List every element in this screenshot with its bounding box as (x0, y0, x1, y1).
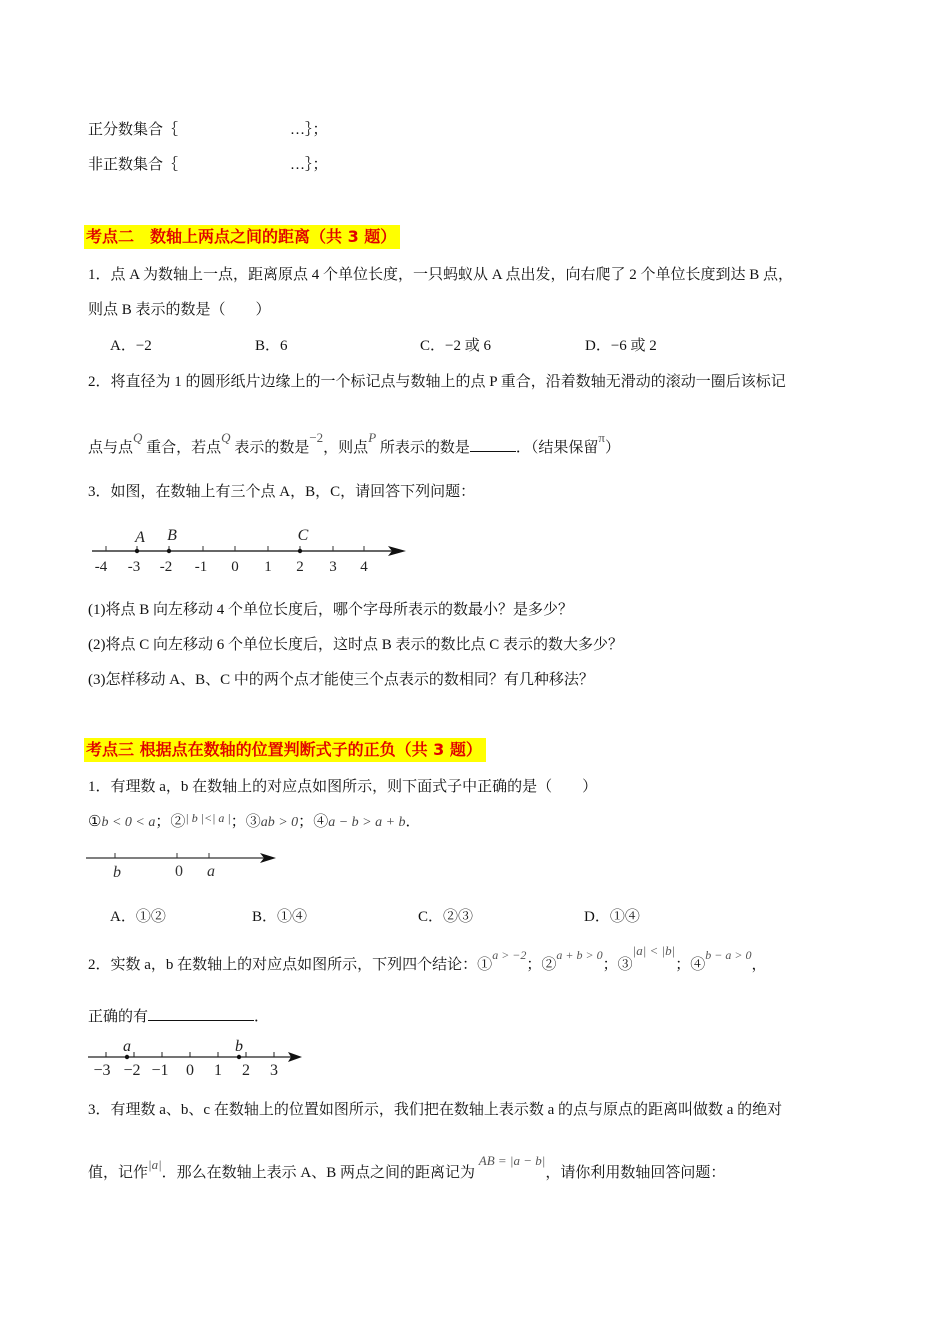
text: 值，记作 (88, 1165, 149, 1181)
expr: | b |<| a | (185, 811, 231, 825)
s2-q3-sub2: (2)将点 C 向左移动 6 个单位长度后，这时点 B 表示的数比点 C 表示的数大多少？ (88, 637, 624, 653)
sep: ； (298, 814, 314, 830)
s2-q1-option-c: C．−2 或 6 (420, 338, 491, 354)
svg-text:3: 3 (329, 559, 337, 575)
text: 正确的有 (88, 1009, 149, 1025)
expr: a > −2 (492, 948, 527, 962)
svg-text:−2: −2 (123, 1062, 141, 1079)
s2-q2-line1: 2．将直径为 1 的圆形纸片边缘上的一个标记点与数轴上的点 P 重合，沿着数轴无滑动的滚动一圈后该标记 (88, 374, 786, 390)
s3-q1-line1: 1．有理数 a，b 在数轴上的对应点如图所示，则下面式子中正确的是（ ） (88, 779, 598, 795)
svg-text:0: 0 (175, 863, 183, 880)
s3-q1-option-c: C．②③ (418, 909, 474, 925)
expr: b − a > 0 (705, 948, 752, 962)
text: 表示的数是 (234, 440, 310, 456)
svg-text:a: a (207, 863, 215, 880)
s2-q1-line1: 1．点 A 为数轴上一点，距离原点 4 个单位长度，一只蚂蚁从 A 点出发，向右爬了 2 个单位长度到达 B 点， (88, 267, 794, 283)
positive-fraction-set (88, 120, 328, 140)
answer-blank[interactable] (148, 1004, 254, 1021)
math-q: Q (133, 430, 143, 445)
s3-q2-line2 (88, 1004, 269, 1027)
text: ，则点 (323, 440, 369, 456)
svg-text:-2: -2 (159, 559, 173, 575)
svg-text:3: 3 (270, 1062, 278, 1079)
s3-q2-line1 (88, 943, 767, 975)
text: ） (605, 440, 621, 456)
s2-q2-line2 (88, 430, 621, 458)
sep: ； (230, 814, 246, 830)
sep: ， (751, 957, 767, 973)
svg-text:b: b (235, 1038, 243, 1055)
svg-text:−3: −3 (93, 1062, 111, 1079)
s2-q3-sub1: (1)将点 B 向左移动 4 个单位长度后，哪个字母所表示的数最小？是多少？ (88, 602, 573, 618)
math-ab-distance: AB = |a − b| (478, 1153, 546, 1168)
text: ．（结果保留 (515, 440, 599, 456)
s3-q1-option-a: A．①② (110, 909, 166, 925)
text: ． (254, 1009, 270, 1025)
math-abs-a: |a| (148, 1157, 162, 1172)
expr: a − b > a + b (328, 815, 406, 830)
math-q: Q (221, 430, 231, 445)
svg-text:−1: −1 (151, 1062, 169, 1079)
svg-text:2: 2 (296, 559, 304, 575)
number-line-ab (84, 848, 284, 884)
svg-text:A: A (135, 529, 145, 546)
s2-q1-option-a: A．−2 (110, 338, 152, 354)
math-p: P (368, 430, 377, 445)
circled-4: ④ (313, 814, 329, 830)
text: ，请你利用数轴回答问题： (545, 1165, 726, 1181)
s3-q1-option-b: B．①④ (252, 909, 308, 925)
svg-text:4: 4 (360, 559, 368, 575)
s2-q3-line1: 3．如图，在数轴上有三个点 A，B，C，请回答下列问题： (88, 484, 476, 500)
svg-text:B: B (167, 527, 177, 544)
svg-text:a: a (123, 1038, 131, 1055)
expr: ab > 0 (260, 815, 299, 830)
svg-text:0: 0 (186, 1062, 194, 1079)
circled-1: ① (88, 814, 102, 830)
svg-text:-1: -1 (194, 559, 208, 575)
expr: a + b > 0 (556, 948, 603, 962)
svg-text:0: 0 (231, 559, 239, 575)
circled-3: ③ (617, 957, 633, 973)
s3-q1-statements (88, 812, 421, 833)
number-line-abc (88, 518, 418, 578)
sep: ； (675, 957, 691, 973)
text: 重合，若点 (146, 440, 222, 456)
s3-q3-line1: 3．有理数 a、b、c 在数轴上的位置如图所示，我们把在数轴上表示数 a 的点与原点的距离叫做数 a 的绝对 (88, 1102, 783, 1118)
answer-blank[interactable] (470, 435, 516, 452)
svg-text:1: 1 (264, 559, 272, 575)
expr: b < 0 < a (101, 815, 156, 830)
math-neg2: −2 (309, 430, 324, 445)
svg-text:-4: -4 (94, 559, 108, 575)
math-pi: π (598, 430, 605, 445)
circled-2: ② (541, 957, 557, 973)
expr: |a| < |b| (632, 943, 676, 958)
circled-1: ① (477, 957, 493, 973)
svg-text:1: 1 (214, 1062, 222, 1079)
svg-text:C: C (297, 527, 309, 544)
s2-q1-option-b: B．6 (255, 338, 288, 354)
section-heading-3: 考点三 根据点在数轴的位置判断式子的正负（共 3 题） (84, 738, 486, 762)
section-heading-2: 考点二 数轴上两点之间的距离（共 3 题） (84, 225, 400, 249)
circled-4: ④ (690, 957, 706, 973)
s3-q1-option-d: D．①④ (584, 909, 640, 925)
set-end: …｝； (290, 122, 328, 138)
s3-q3-line2 (88, 1153, 726, 1183)
text: 点与点 (88, 440, 134, 456)
svg-text:-3: -3 (127, 559, 141, 575)
set-label: 正分数集合｛ (88, 122, 179, 138)
s2-q1-option-d: D．−6 或 2 (585, 338, 657, 354)
circled-3: ③ (245, 814, 261, 830)
s2-q3-sub3: (3)怎样移动 A、B、C 中的两个点才能使三个点表示的数相同？有几种移法？ (88, 672, 594, 688)
sep: ； (602, 957, 618, 973)
svg-text:b: b (113, 864, 121, 881)
sep: ． (405, 814, 421, 830)
s2-q1-line2: 则点 B 表示的数是（ ） (88, 302, 271, 318)
text: ．那么在数轴上表示 A、B 两点之间的距离记为 (161, 1165, 476, 1181)
set-label: 非正数集合｛ (88, 157, 179, 173)
sep: ； (526, 957, 542, 973)
svg-text:2: 2 (242, 1062, 250, 1079)
sep: ； (155, 814, 171, 830)
circled-2: ② (170, 814, 186, 830)
number-line-ab-2 (84, 1034, 314, 1080)
set-end: …｝； (290, 157, 328, 173)
text: 所表示的数是 (379, 440, 470, 456)
non-positive-set (88, 155, 328, 175)
text: 2．实数 a，b 在数轴上的对应点如图所示，下列四个结论： (88, 957, 478, 973)
